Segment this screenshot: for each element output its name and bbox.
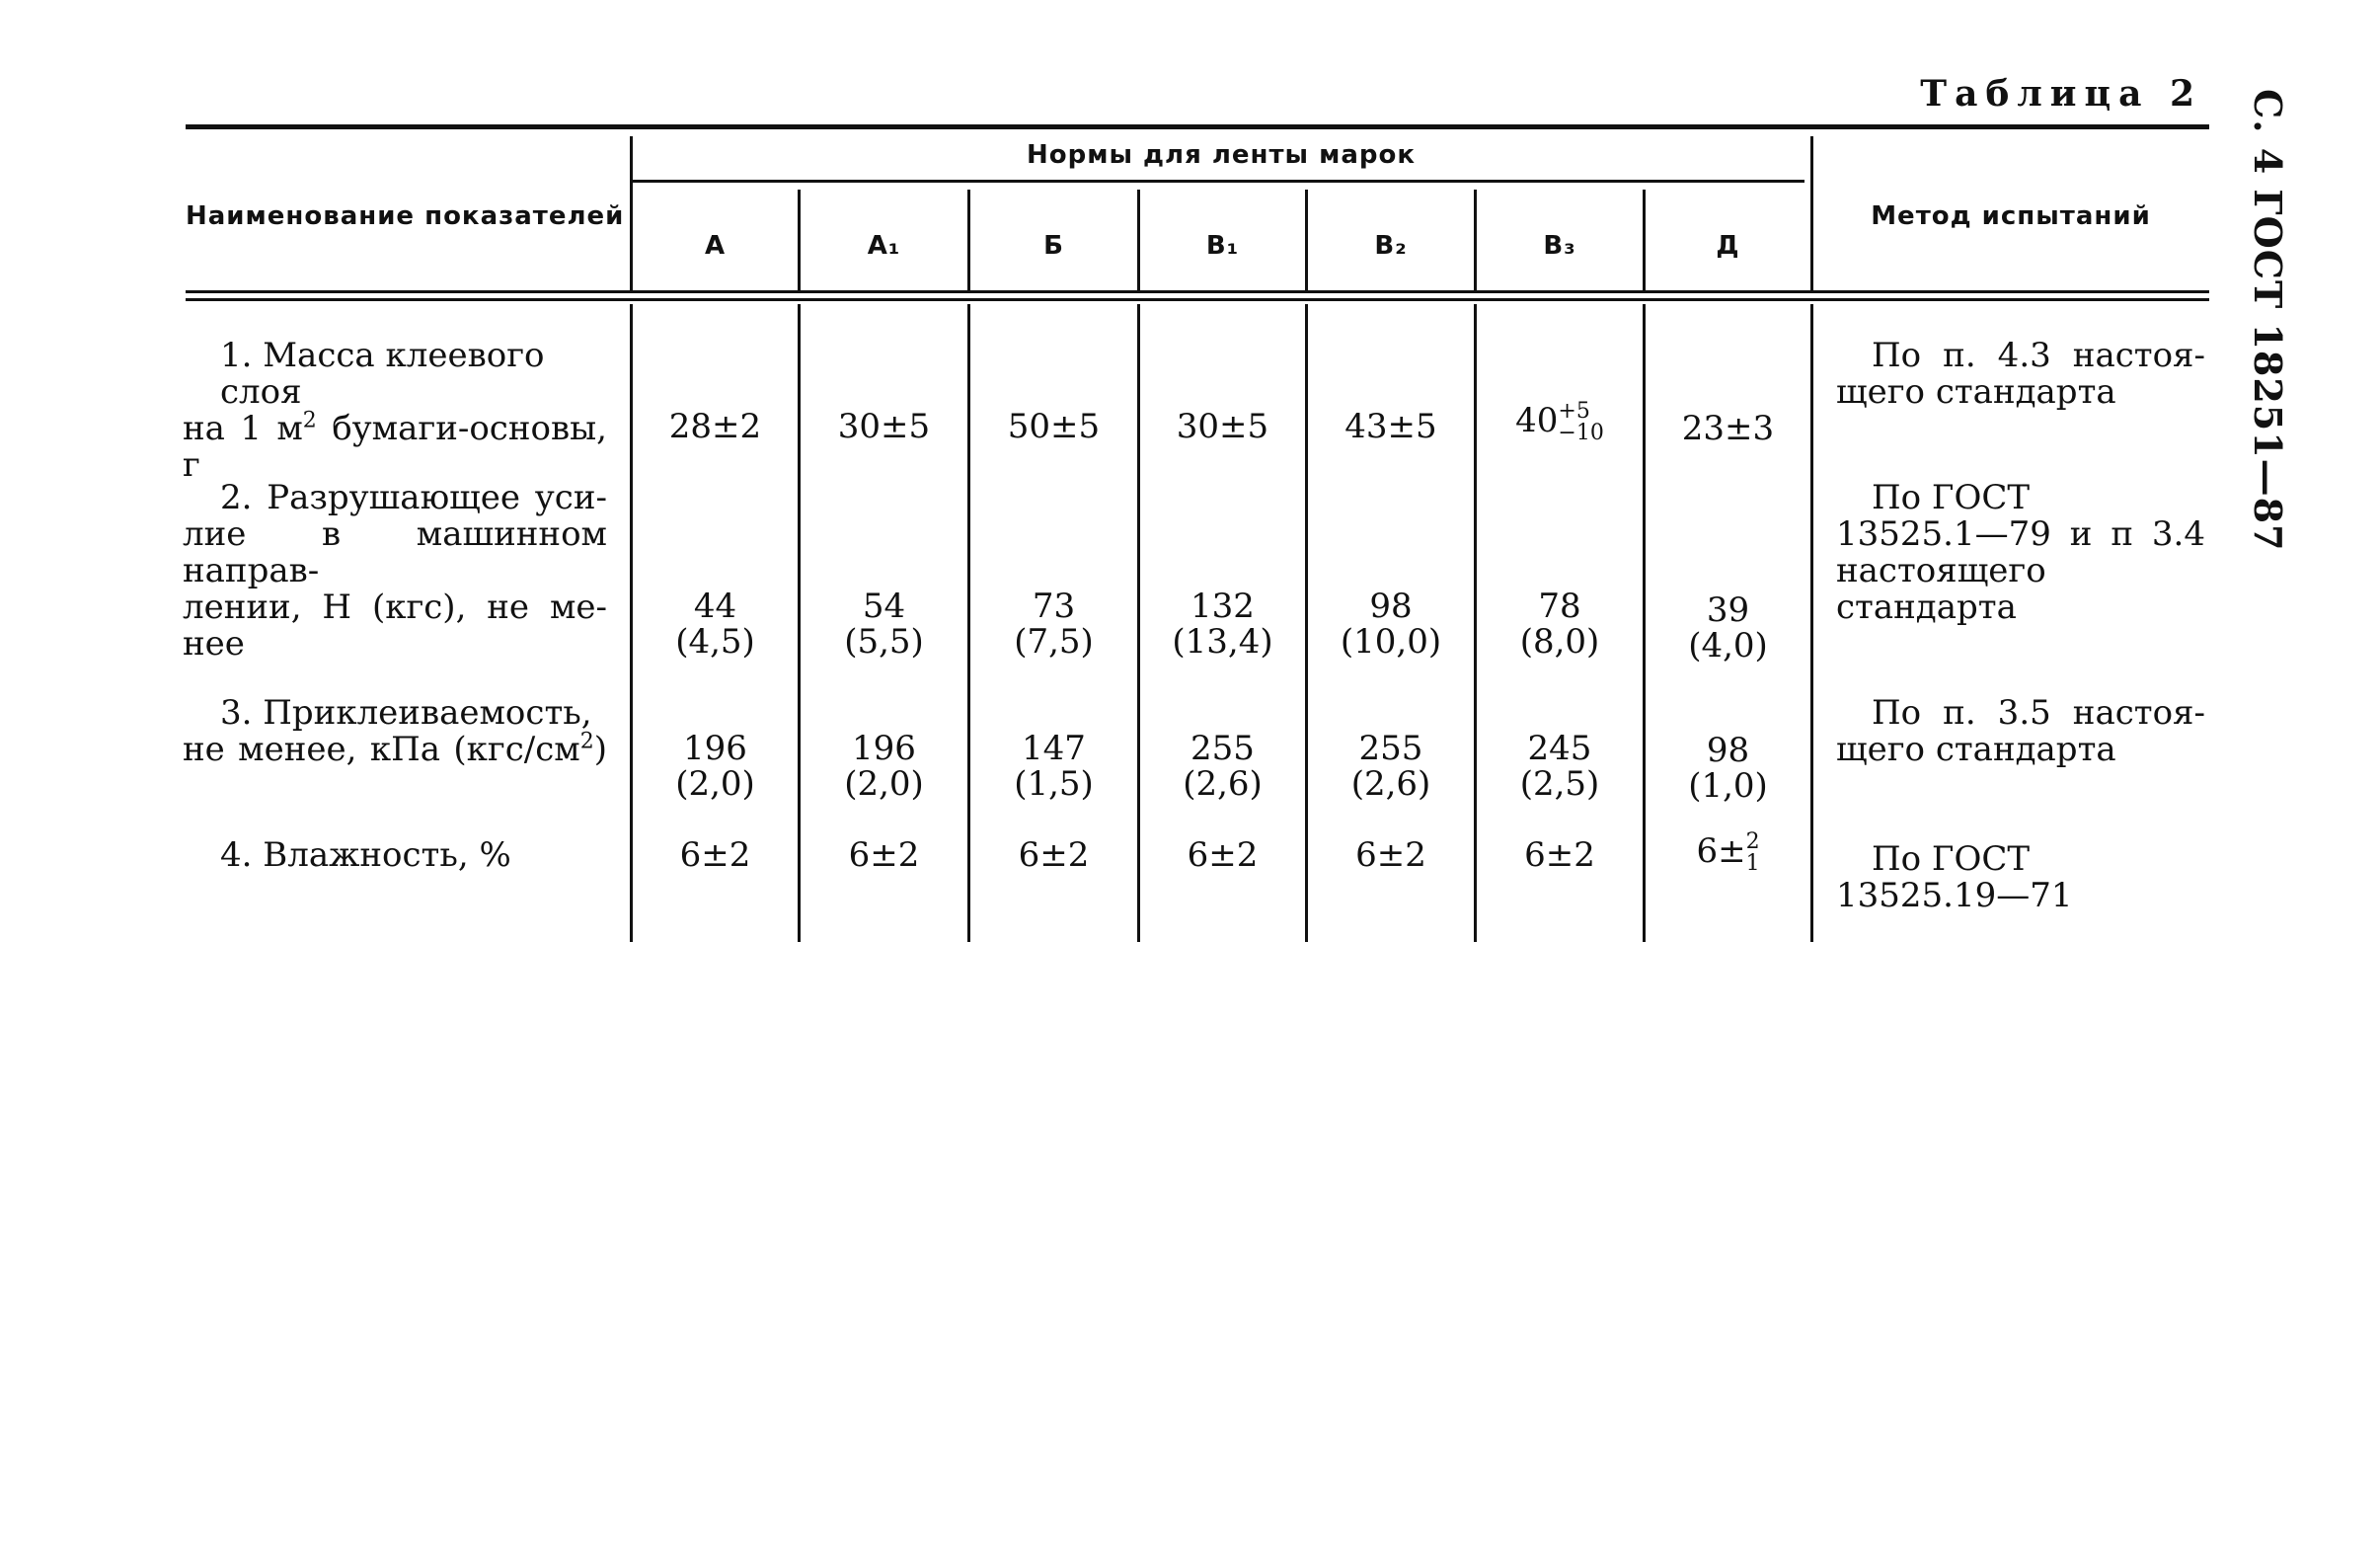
row-4-value: 6±2 [1524,835,1595,875]
row-1-name-line: г [183,445,200,485]
row-2-value-kgf: (7,5) [1014,622,1094,662]
row-2-value-n: 44 [693,587,737,626]
row-1-name-line-text: на 1 $м^2$ бумаги-основы, [183,408,607,448]
row-3-value-kpa: 147 [1022,729,1086,768]
row-2-name-line: 2. Разрушающее уси- [220,478,607,517]
row-4-value-base: 6± [1696,831,1746,871]
header-bottom-rule-1 [186,290,2209,293]
grade-header: В₂ [1374,231,1408,261]
row-1-value: 30±5 [1176,407,1269,446]
row-1-name-line [183,408,607,448]
row-2-method-line: 13525.1—79 и п 3.4 [1836,514,2205,554]
row-3-value [1140,731,1305,802]
row-1-method [1836,338,2205,411]
row-3-value-kpa: 196 [852,729,916,768]
row-1-method-line: щего стандарта [1836,372,2116,412]
row-1-value: 43±5 [1344,407,1437,446]
row-3-value [801,731,967,802]
row-4-value: 6±2 [1355,835,1426,875]
row-3-method-line: По п. 3.5 настоя- [1872,693,2205,733]
row-3-value-kgf: (1,5) [1014,764,1094,804]
tolerance-upper: 2 [1745,829,1760,854]
row-3-value-kgf: (2,5) [1519,764,1600,804]
row-2-value-kgf: (10,0) [1340,622,1442,662]
row-1-value-tolerance [1477,401,1643,444]
row-1-name-line: 1. Масса клеевого слоя [220,336,545,412]
row-3-value [1308,731,1474,802]
row-1-value-base: 40 [1515,401,1559,440]
row-2-value-kgf: (13,4) [1172,622,1273,662]
row-3-value-kgf: (1,0) [1688,766,1768,806]
group-underline [632,180,1804,183]
row-4-value: 6±2 [1187,835,1259,875]
row-4-name [183,837,607,874]
row-2-value-n: 73 [1032,587,1076,626]
row-2-value [1477,588,1643,660]
header-bottom-rule-2 [186,298,2209,301]
row-2-value-n: 98 [1369,587,1413,626]
tolerance-fraction [1746,831,1760,875]
row-2-value-kgf: (8,0) [1519,622,1600,662]
row-3-value-kgf: (2,0) [675,764,755,804]
tolerance-lower: −10 [1558,421,1604,445]
row-3-method [1836,695,2205,768]
grade-header: Д [1716,231,1740,261]
row-1-value: 23±3 [1681,409,1775,448]
row-2-name-line: лении, Н (кгс), не ме- [183,588,607,627]
row-4-value: 6±2 [1018,835,1090,875]
row-3-name-line: 3. Приклеиваемость, [220,693,592,733]
row-3-value [633,731,798,802]
row-4-method [1836,841,2205,914]
row-2-value [1308,588,1474,660]
col-divider [1810,304,1813,942]
row-3-value-kgf: (2,0) [844,764,924,804]
row-3-value-kpa: 245 [1527,729,1592,768]
header-method: Метод испытаний [1871,201,2151,231]
row-4-value: 6±2 [848,835,920,875]
row-3-value-kpa: 98 [1706,731,1750,770]
running-header: С. 4 ГОСТ 18251—87 [2246,89,2290,552]
row-3-value-kpa: 196 [683,729,747,768]
row-1-method-line: По п. 4.3 настоя- [1872,336,2205,375]
row-1-name [183,338,607,484]
row-3-value [1646,733,1810,804]
row-3-value-kgf: (2,6) [1183,764,1263,804]
row-2-value [1140,588,1305,660]
row-4-method-line: 13525.19—71 [1836,876,2073,915]
row-3-value-kgf: (2,6) [1350,764,1431,804]
row-2-value [633,588,798,660]
row-2-value [1646,592,1810,664]
row-2-value-n: 39 [1706,590,1750,630]
tolerance-upper: +5 [1558,399,1590,424]
grade-header: Б [1043,231,1064,261]
row-2-name-line: лие в машинном направ- [183,514,607,590]
row-2-value-kgf: (4,0) [1688,626,1768,666]
header-norms-group: Нормы для ленты марок [1026,140,1417,170]
row-2-value-n: 78 [1538,587,1581,626]
grade-header: А₁ [867,231,901,261]
row-3-value-kpa: 255 [1358,729,1423,768]
top-rule [186,124,2209,129]
row-2-value [801,588,967,660]
row-2-method [1836,480,2205,626]
row-2-name [183,480,607,663]
grade-header: В₁ [1205,231,1240,261]
row-1-value: 28±2 [668,407,762,446]
row-3-value [970,731,1137,802]
header-indicator: Наименование показателей [186,201,625,231]
row-1-value: 50±5 [1007,407,1101,446]
row-3-value [1477,731,1643,802]
row-4-method-line: По ГОСТ [1872,839,2031,879]
table-caption: Таблица 2 [1920,73,2202,115]
tolerance-lower: 1 [1745,851,1760,876]
row-2-value [970,588,1137,660]
grade-header: В₃ [1543,231,1576,261]
grade-header: А [704,231,727,261]
row-2-value-kgf: (5,5) [844,622,924,662]
row-3-name [183,695,607,768]
row-2-method-line: По ГОСТ [1872,478,2031,517]
row-4-name-line: 4. Влажность, % [220,835,511,875]
row-4-value-tolerance [1646,831,1810,875]
row-3-name-line [183,729,607,769]
row-4-value: 6±2 [679,835,751,875]
row-2-method-line: настоящего стандарта [1836,551,2046,627]
row-2-value-n: 132 [1190,587,1255,626]
row-3-value-kpa: 255 [1190,729,1255,768]
row-1-value: 30±5 [837,407,931,446]
row-3-method-line: щего стандарта [1836,730,2116,769]
row-2-name-line: нее [183,624,245,664]
row-3-name-line-text: не менее, кПа $(кгс/см^2)$ [183,729,607,769]
row-2-value-kgf: (4,5) [675,622,755,662]
row-2-value-n: 54 [862,587,906,626]
tolerance-fraction [1558,401,1603,444]
